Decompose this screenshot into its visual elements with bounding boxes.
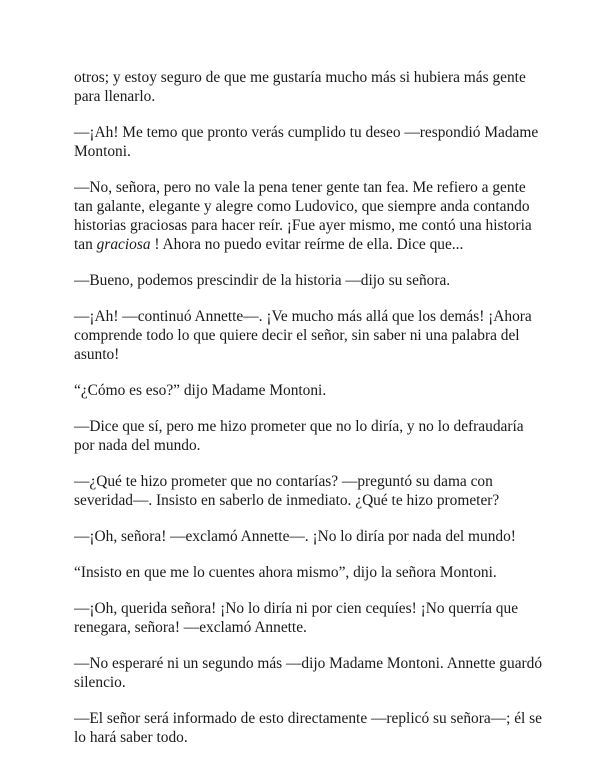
paragraph-3-text-start: —No, señora, pero no vale la pena tener gente tan fea. Me refiero a gente tan galante, elegante y alegre como Ludovico, que siempre anda contando historias graciosas para hacer reír. ¡Fue ayer mismo, me contó una historia tan (74, 179, 532, 253)
paragraph-7: —Dice que sí, pero me hizo prometer que no lo diría, y no lo defraudaría por nada del mundo. (74, 418, 524, 454)
paragraph-4: —Bueno, podemos prescindir de la historia —dijo su señora. (74, 272, 451, 289)
paragraph-10: “Insisto en que me lo cuentes ahora mismo”, dijo la señora Montoni. (74, 564, 497, 581)
italic-word: graciosa (96, 236, 151, 253)
paragraph-8: —¿Qué te hizo prometer que no contarías? —preguntó su dama con severidad—. Insisto en saberlo de inmediato. ¿Qué te hizo prometer? (74, 473, 500, 509)
paragraph-13: —El señor será informado de esto directamente —replicó su señora—; él se lo hará saber todo. (74, 710, 542, 746)
paragraph-1: otros; y estoy seguro de que me gustaría mucho más si hubiera más gente para llenarlo. (74, 69, 526, 105)
paragraph-12: —No esperaré ni un segundo más —dijo Madame Montoni. Annette guardó silencio. (74, 655, 543, 691)
paragraph-9: —¡Oh, señora! —exclamó Annette—. ¡No lo diría por nada del mundo! (74, 528, 516, 545)
paragraph-3-text-end: ! Ahora no puedo evitar reírme de ella. Dice que... (150, 236, 464, 253)
paragraph-3 (74, 178, 544, 254)
document-page (74, 68, 544, 764)
paragraph-6: “¿Cómo es eso?” dijo Madame Montoni. (74, 382, 327, 399)
paragraph-11: —¡Oh, querida señora! ¡No lo diría ni por cien cequíes! ¡No querría que renegara, señora! —exclamó Annette. (74, 600, 519, 636)
paragraph-5: —¡Ah! —continuó Annette—. ¡Ve mucho más allá que los demás! ¡Ahora comprende todo lo que quiere decir el señor, sin saber ni una palabra del asunto! (74, 308, 532, 363)
paragraph-2: —¡Ah! Me temo que pronto verás cumplido tu deseo —respondió Madame Montoni. (74, 124, 539, 160)
